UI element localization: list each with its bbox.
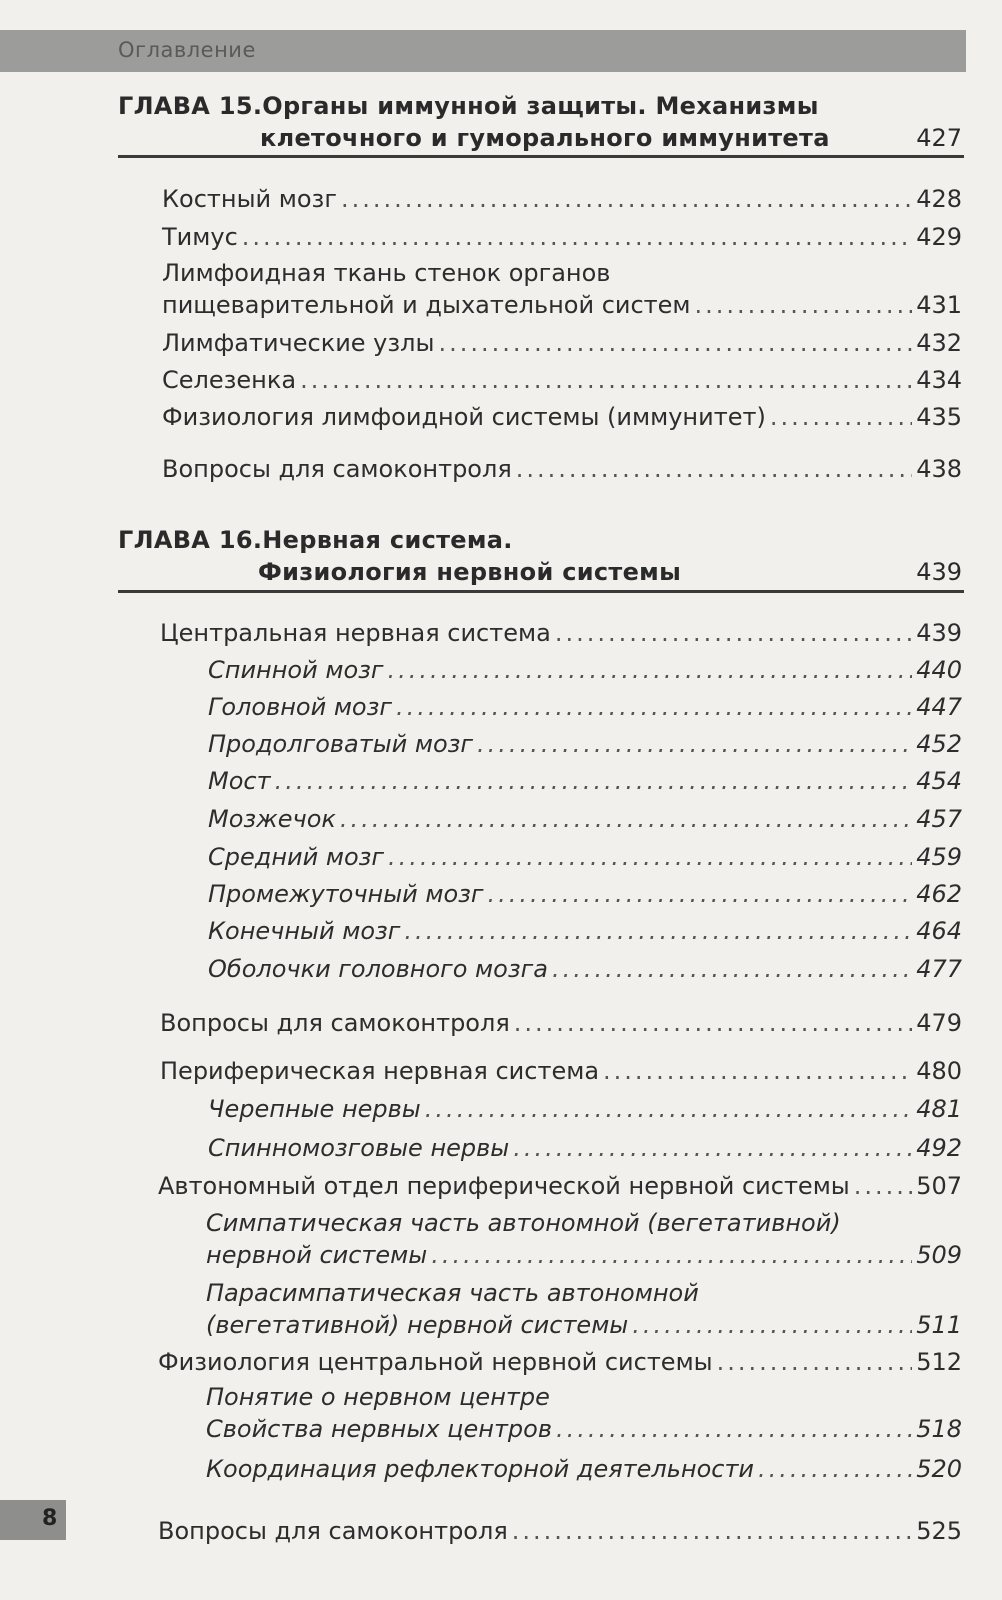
leader-dots: [632, 1310, 912, 1340]
toc-entry[interactable]: [160, 1056, 962, 1086]
leader-dots: [854, 1171, 912, 1201]
toc-entry-label: Вопросы для самоконтроля: [160, 1009, 510, 1037]
toc-entry[interactable]: [162, 454, 962, 484]
chapter-16-title-line2: Физиология нервной системы: [258, 558, 682, 586]
toc-entry[interactable]: [158, 1171, 962, 1201]
leader-dots: [552, 954, 912, 984]
toc-entry-page: 429: [916, 223, 962, 251]
toc-entry-page: 464: [916, 917, 962, 945]
toc-entry-page: 479: [916, 1009, 962, 1037]
leader-dots: [431, 1240, 912, 1270]
toc-subentry[interactable]: [206, 1310, 962, 1340]
toc-subentry[interactable]: [208, 804, 962, 834]
toc-entry[interactable]: [158, 1347, 962, 1377]
leader-dots: [770, 402, 912, 432]
toc-entry-label: Центральная нервная система: [160, 619, 551, 647]
leader-dots: [695, 290, 913, 320]
toc-subentry[interactable]: [206, 1454, 962, 1484]
toc-entry-page: 440: [916, 656, 962, 684]
toc-entry-page: 447: [916, 693, 962, 721]
toc-entry-label: Конечный мозг: [208, 917, 401, 945]
leader-dots: [477, 729, 912, 759]
leader-dots: [717, 1347, 913, 1377]
toc-entry-label-line1: Парасимпатическая часть автономной: [206, 1279, 699, 1307]
leader-dots: [513, 1133, 912, 1163]
toc-entry-page: 518: [916, 1415, 962, 1443]
leader-dots: [404, 916, 912, 946]
toc-entry-label: Средний мозг: [208, 843, 385, 871]
leader-dots: [556, 1414, 912, 1444]
chapter-16-title: Нервная система.: [262, 526, 513, 554]
toc-subentry[interactable]: [208, 1133, 962, 1163]
toc-entry-page: 434: [916, 366, 962, 394]
toc-entry-page: 509: [916, 1241, 962, 1269]
toc-subentry[interactable]: [208, 692, 962, 722]
toc-entry-label: Продолговатый мозг: [208, 730, 474, 758]
toc-entry-label: Промежуточный мозг: [208, 880, 484, 908]
toc-entry-page: 481: [916, 1095, 962, 1123]
toc-subentry[interactable]: [208, 842, 962, 872]
toc-entry-label: Мост: [208, 767, 271, 795]
toc-entry-label: пищеварительной и дыхательной систем: [162, 291, 691, 319]
toc-entry-page: 452: [916, 730, 962, 758]
toc-entry-page: 438: [916, 455, 962, 483]
toc-entry-label: Костный мозг: [162, 185, 337, 213]
toc-entry-label: Тимус: [162, 223, 238, 251]
toc-entry-label-line1: Лимфоидная ткань стенок органов: [162, 259, 611, 287]
chapter-16-page: 439: [916, 558, 962, 586]
toc-entry-page: 457: [916, 805, 962, 833]
chapter-15-title-line2: клеточного и гуморального иммунитета: [260, 124, 830, 152]
toc-entry-page: 431: [916, 291, 962, 319]
toc-subentry[interactable]: [208, 766, 962, 796]
toc-entry-label: Вопросы для самоконтроля: [162, 455, 512, 483]
leader-dots: [488, 879, 913, 909]
toc-entry-page: 439: [916, 619, 962, 647]
toc-entry-label: Вопросы для самоконтроля: [158, 1517, 508, 1545]
toc-entry[interactable]: [160, 1008, 962, 1038]
toc-entry-label: Свойства нервных центров: [206, 1415, 552, 1443]
toc-entry[interactable]: [162, 328, 962, 358]
toc-entry[interactable]: [162, 402, 962, 432]
toc-entry[interactable]: [162, 290, 962, 320]
toc-subentry[interactable]: [208, 916, 962, 946]
toc-entry-page: 477: [916, 955, 962, 983]
leader-dots: [396, 692, 912, 722]
page-number: 8: [42, 1506, 58, 1531]
toc-subentry[interactable]: [208, 1094, 962, 1124]
toc-entry-label: Автономный отдел периферической нервной системы: [158, 1172, 850, 1200]
chapter-16-title-line1: [118, 526, 513, 554]
toc-entry-label: Координация рефлекторной деятельности: [206, 1455, 755, 1483]
leader-dots: [300, 365, 912, 395]
leader-dots: [340, 804, 912, 834]
toc-entry-label: Спинной мозг: [208, 656, 384, 684]
leader-dots: [388, 655, 913, 685]
toc-entry-label: Головной мозг: [208, 693, 392, 721]
toc-entry-page: 520: [916, 1455, 962, 1483]
toc-subentry[interactable]: [206, 1414, 962, 1444]
leader-dots: [242, 222, 912, 252]
toc-entry-page: 525: [916, 1517, 962, 1545]
toc-entry[interactable]: [162, 184, 962, 214]
toc-subentry[interactable]: [208, 655, 962, 685]
chapter-15-page: 427: [916, 124, 962, 152]
leader-dots: [603, 1056, 912, 1086]
toc-entry-page: 507: [916, 1172, 962, 1200]
chapter-15-prefix: ГЛАВА 15.: [118, 92, 263, 120]
toc-entry-page: 492: [916, 1134, 962, 1162]
toc-subentry[interactable]: [208, 954, 962, 984]
chapter-16-prefix: ГЛАВА 16.: [118, 526, 263, 554]
leader-dots: [275, 766, 913, 796]
chapter-15-title: Органы иммунной защиты. Механизмы: [262, 92, 819, 120]
toc-entry-page: 428: [916, 185, 962, 213]
toc-subentry[interactable]: [208, 879, 962, 909]
toc-entry-label: Физиология центральной нервной системы: [158, 1348, 713, 1376]
toc-entry[interactable]: [158, 1516, 962, 1546]
toc-entry[interactable]: [162, 365, 962, 395]
toc-entry-page: 432: [916, 329, 962, 357]
toc-entry-page: 511: [916, 1311, 962, 1339]
leader-dots: [758, 1454, 912, 1484]
toc-entry-page: 454: [916, 767, 962, 795]
toc-entry-label: (вегетативной) нервной системы: [206, 1311, 629, 1339]
toc-entry-label: Периферическая нервная система: [160, 1057, 600, 1085]
leader-dots: [341, 184, 912, 214]
leader-dots: [425, 1094, 912, 1124]
toc-subentry[interactable]: [208, 729, 962, 759]
toc-entry-label: Оболочки головного мозга: [208, 955, 548, 983]
toc-entry-label: Спинномозговые нервы: [208, 1134, 510, 1162]
leader-dots: [512, 1516, 912, 1546]
toc-entry-label: нервной системы: [206, 1241, 428, 1269]
toc-entry-label: Физиология лимфоидной системы (иммунитет): [162, 403, 766, 431]
toc-entry[interactable]: [160, 618, 962, 648]
leader-dots: [514, 1008, 912, 1038]
toc-entry-page: 435: [916, 403, 962, 431]
leader-dots: [388, 842, 912, 872]
toc-entry-page: 480: [916, 1057, 962, 1085]
toc-entry[interactable]: [162, 222, 962, 252]
toc-entry-page: 459: [916, 843, 962, 871]
toc-entry-page: 512: [916, 1348, 962, 1376]
toc-entry-label: Лимфатические узлы: [162, 329, 435, 357]
chapter-16-rule: [118, 590, 964, 593]
toc-entry-label: Селезенка: [162, 366, 297, 394]
chapter-15-title-line1: [118, 92, 819, 120]
chapter-15-rule: [118, 155, 964, 158]
toc-entry-page: 462: [916, 880, 962, 908]
toc-entry-label-line1: Понятие о нервном центре: [206, 1383, 550, 1411]
running-header-label: Оглавление: [118, 38, 256, 62]
toc-entry-label: Черепные нервы: [208, 1095, 421, 1123]
leader-dots: [516, 454, 912, 484]
leader-dots: [438, 328, 912, 358]
toc-subentry[interactable]: [206, 1240, 962, 1270]
toc-entry-label: Мозжечок: [208, 805, 336, 833]
toc-entry-label-line1: Симпатическая часть автономной (вегетативной): [206, 1209, 841, 1237]
leader-dots: [555, 618, 912, 648]
